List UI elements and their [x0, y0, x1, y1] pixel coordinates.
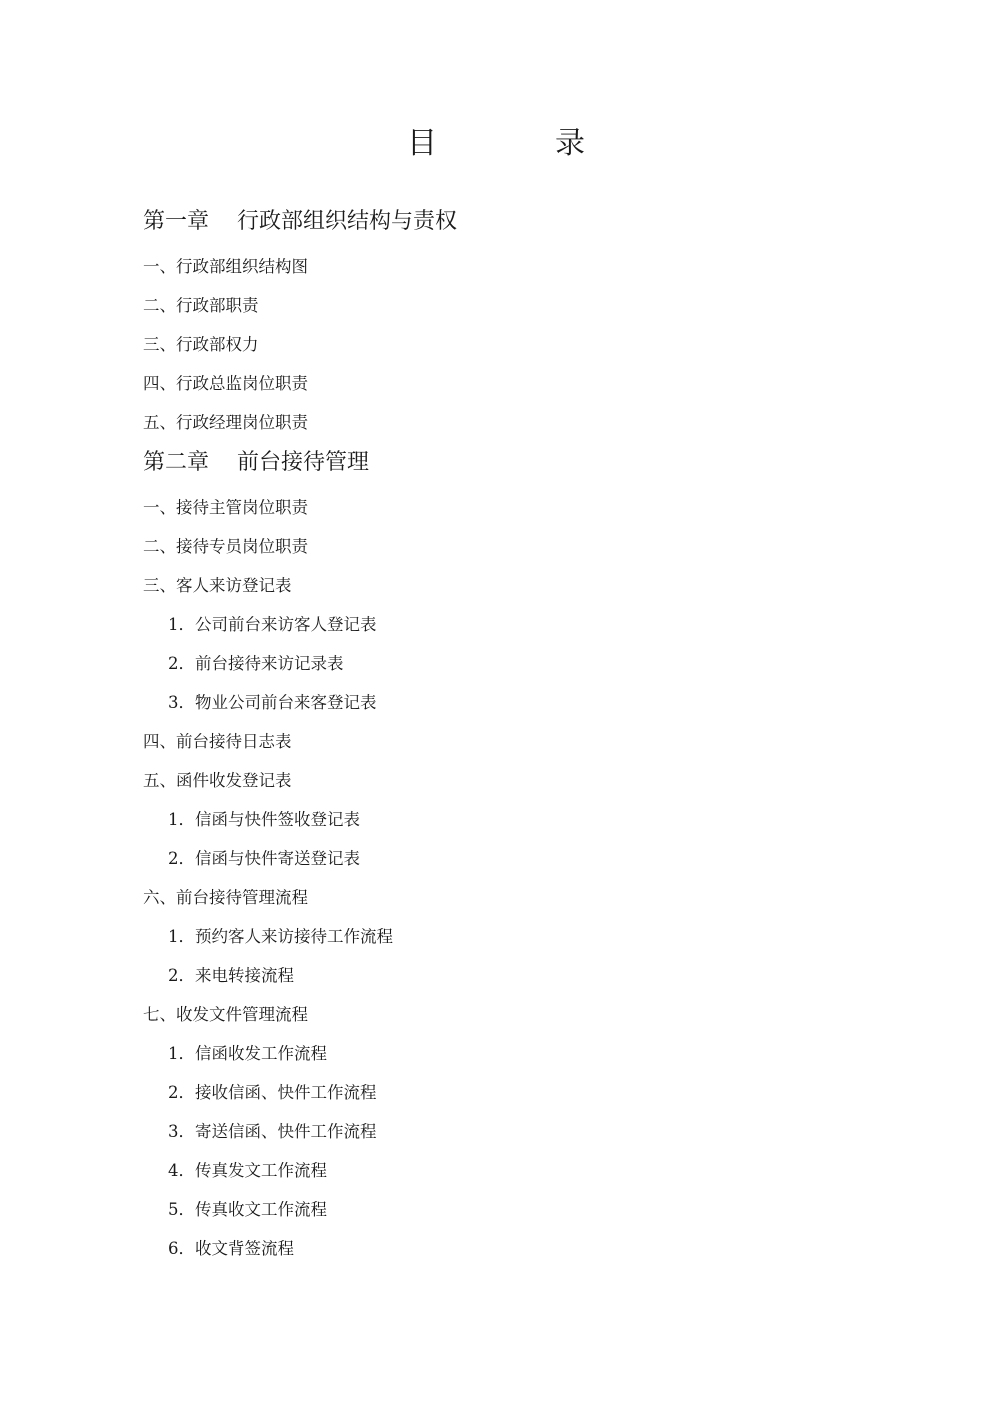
toc-subentry: 6．收文背签流程: [168, 1239, 294, 1258]
toc-entry: 五、函件收发登记表: [143, 771, 292, 790]
table-of-contents: [143, 203, 903, 1268]
toc-subentry: 3．物业公司前台来客登记表: [168, 693, 377, 712]
toc-subentry: 1．信函收发工作流程: [168, 1044, 327, 1063]
toc-entry: 三、客人来访登记表: [143, 576, 292, 595]
chapter-name: 前台接待管理: [237, 450, 370, 475]
toc-entry: 七、收发文件管理流程: [143, 1005, 308, 1024]
toc-entry: 五、行政经理岗位职责: [143, 413, 308, 432]
toc-entry: 一、行政部组织结构图: [143, 257, 308, 276]
toc-entry: 四、前台接待日志表: [143, 732, 292, 751]
toc-subentry: 2．接收信函、快件工作流程: [168, 1083, 377, 1102]
toc-subentry: 2．信函与快件寄送登记表: [168, 849, 360, 868]
toc-subentry: 1．信函与快件签收登记表: [168, 810, 360, 829]
toc-subentry: 2．前台接待来访记录表: [168, 654, 344, 673]
toc-subentry: 5．传真收文工作流程: [168, 1200, 327, 1219]
toc-subentry: 3．寄送信函、快件工作流程: [168, 1122, 377, 1141]
chapter-heading: [143, 203, 903, 241]
chapter-number: 第一章: [143, 209, 210, 234]
toc-entry: 四、行政总监岗位职责: [143, 374, 308, 393]
chapter-number: 第二章: [143, 450, 210, 475]
toc-subentry: 1．公司前台来访客人登记表: [168, 615, 377, 634]
toc-entry: 一、接待主管岗位职责: [143, 498, 308, 517]
toc-title: 目 录: [407, 126, 629, 161]
toc-entry: 二、行政部职责: [143, 296, 259, 315]
toc-subentry: 4．传真发文工作流程: [168, 1161, 327, 1180]
toc-subentry: 2．来电转接流程: [168, 966, 294, 985]
chapter-heading: [143, 444, 903, 482]
toc-subentry: 1．预约客人来访接待工作流程: [168, 927, 393, 946]
toc-entry: 六、前台接待管理流程: [143, 888, 308, 907]
toc-entry: 三、行政部权力: [143, 335, 259, 354]
chapter-name: 行政部组织结构与责权: [237, 209, 458, 234]
toc-entry: 二、接待专员岗位职责: [143, 537, 308, 556]
